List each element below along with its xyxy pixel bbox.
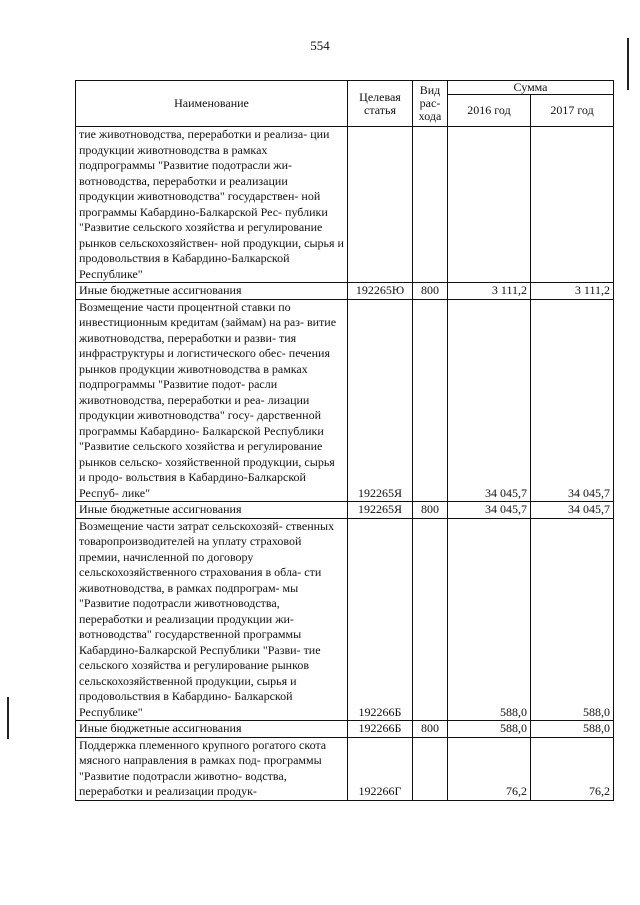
header-type: Вид рас- хода: [413, 81, 448, 127]
row-code: 192265Ю: [348, 283, 413, 300]
header-year-2016: 2016 год: [448, 95, 531, 127]
table-row: [76, 721, 614, 738]
header-name: Наименование: [76, 81, 348, 127]
header-year-2017: 2017 год: [531, 95, 614, 127]
row-name: Иные бюджетные ассигнования: [76, 283, 348, 300]
row-type: 800: [413, 721, 448, 738]
header-code: Целевая статья: [348, 81, 413, 127]
table-row: [76, 502, 614, 519]
margin-mark: [7, 697, 9, 739]
row-name: Возмещение части процентной ставки по инвестиционным кредитам (займам) на раз- витие животноводства, переработки и разви- тия инфраструктуры и логистического обес- печения рынков продукции животноводства в рамках подпрограммы "Развитие подот- расли животноводства, переработки и реа- лизации продукции животноводства" госу- дарственной программы Кабардино- Балкарской Республики "Развитие сельского хозяйства и регулирование рынков сельско- хозяйственной продукции, сырья и продо- вольствия в Кабардино-Балкарской Респуб- лике": [76, 299, 348, 502]
row-amount-2016: 588,0: [448, 721, 531, 738]
row-code: 192265Я: [348, 299, 413, 502]
row-amount-2016: 3 111,2: [448, 283, 531, 300]
row-type: [413, 737, 448, 800]
row-type: [413, 127, 448, 283]
row-amount-2016: 34 045,7: [448, 502, 531, 519]
table-row: [76, 299, 614, 502]
table-row: [76, 518, 614, 721]
row-name: Иные бюджетные ассигнования: [76, 721, 348, 738]
row-type: [413, 518, 448, 721]
row-name: Иные бюджетные ассигнования: [76, 502, 348, 519]
row-type: [413, 299, 448, 502]
row-amount-2017: 588,0: [531, 518, 614, 721]
row-name: тие животноводства, переработки и реализа- ции продукции животноводства в рамках подпрограммы "Развитие подотрасли жи- вотноводства, переработки и реализации продукции животноводства" государствен- ной программы Кабардино-Балкарской Рес- публики "Развитие сельского хозяйства и регулирование рынков сельскохозяйствен- ной продукции, сырья и продовольствия в Кабардино-Балкарской Республике": [76, 127, 348, 283]
row-name: Поддержка племенного крупного рогатого скота мясного направления в рамках под- программы "Развитие подотрасли животно- водства, переработки и реализации продук-: [76, 737, 348, 800]
table-row: [76, 737, 614, 800]
row-code: 192266Б: [348, 721, 413, 738]
row-amount-2016: 76,2: [448, 737, 531, 800]
row-code: 192266Г: [348, 737, 413, 800]
row-amount-2016: 34 045,7: [448, 299, 531, 502]
table-row: [76, 127, 614, 283]
row-code: 192266Б: [348, 518, 413, 721]
row-type: 800: [413, 502, 448, 519]
header-sum: Сумма: [448, 81, 614, 95]
row-code: 192265Я: [348, 502, 413, 519]
row-code: [348, 127, 413, 283]
row-type: 800: [413, 283, 448, 300]
row-amount-2017: 76,2: [531, 737, 614, 800]
row-amount-2016: 588,0: [448, 518, 531, 721]
row-name: Возмещение части затрат сельскохозяй- ственных товаропроизводителей на уплату страховой премии, начисленной по договору сельскохозяйственного страхования в обла- сти животноводства, в рамках подпрограм- мы "Развитие подотрасли животноводства, переработки и реализации продукции жи- вотноводства" государственной программы Кабардино-Балкарской Республики "Разви- тие сельского хозяйства и регулирование рынков сельскохозяйственной продукции, сырья и продовольствия в Кабардино- Балкарской Республике": [76, 518, 348, 721]
row-amount-2017: 34 045,7: [531, 299, 614, 502]
row-amount-2017: [531, 127, 614, 283]
table-row: [76, 283, 614, 300]
margin-mark: [627, 38, 629, 90]
row-amount-2017: 34 045,7: [531, 502, 614, 519]
row-amount-2016: [448, 127, 531, 283]
row-amount-2017: 3 111,2: [531, 283, 614, 300]
page-number: 554: [310, 38, 330, 53]
row-amount-2017: 588,0: [531, 721, 614, 738]
budget-table: [75, 80, 614, 801]
